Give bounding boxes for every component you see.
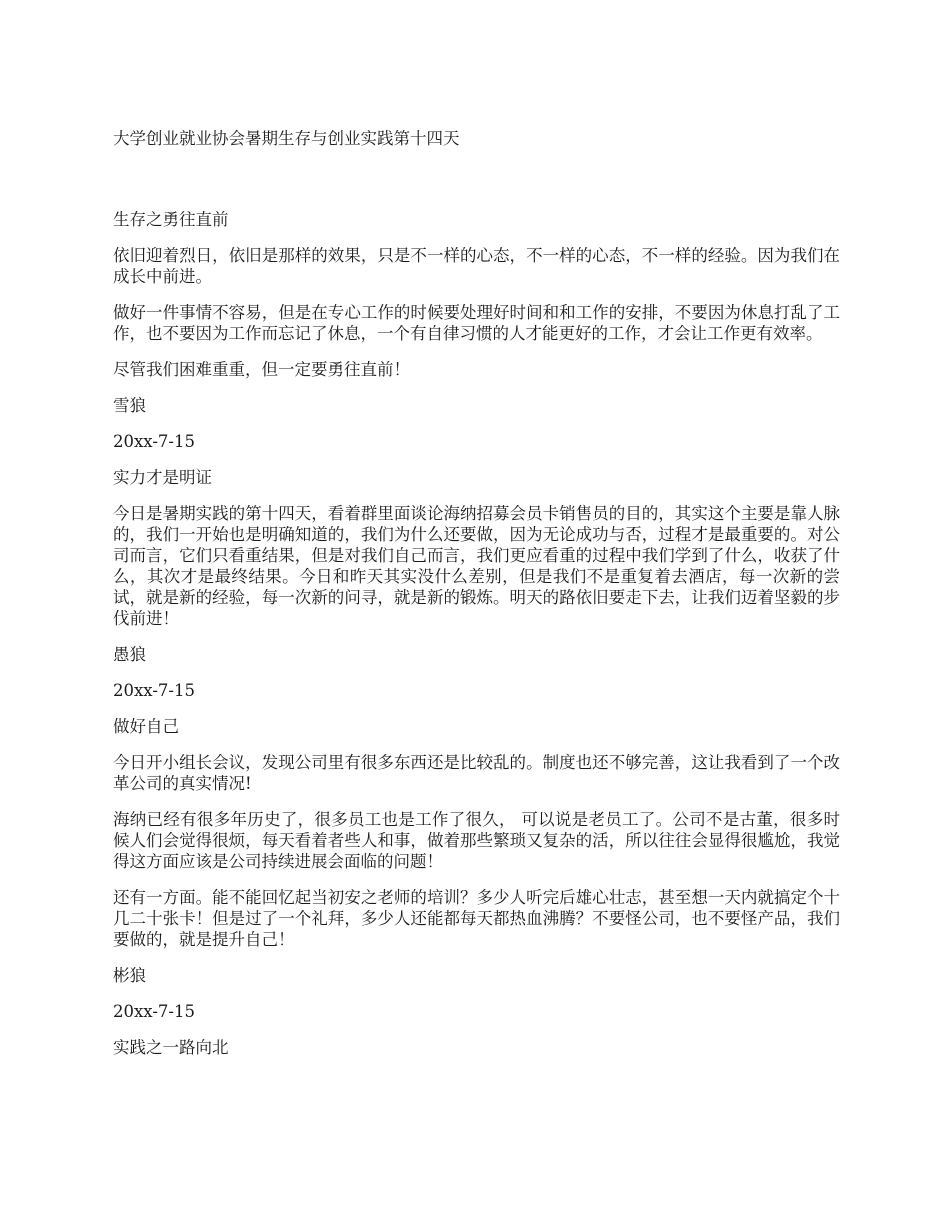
body-paragraph: 做好一件事情不容易，但是在专心工作的时候要处理好时间和和工作的安排，不要因为休息打乱了工作，也不要因为工作而忘记了休息，一个有自律习惯的人才能更好的工作，才会让工作更有效率。 (113, 303, 840, 343)
body-paragraph: 今日开小组长会议，发现公司里有很多东西还是比较乱的。制度也还不够完善，这让我看到了一个改革公司的真实情况! (113, 753, 840, 793)
entry-date: 20xx-7-15 (113, 432, 195, 451)
author-signature: 雪狼 (113, 396, 146, 415)
section-heading: 生存之勇往直前 (113, 210, 229, 229)
author-signature: 彬狼 (113, 966, 146, 985)
entry-date: 20xx-7-15 (113, 1002, 195, 1021)
body-paragraph: 尽管我们困难重重，但一定要勇往直前！ (113, 360, 410, 379)
document-page (113, 128, 840, 1073)
document-title: 大学创业就业协会暑期生存与创业实践第十四天 (113, 129, 460, 148)
body-paragraph: 还有一方面。能不能回忆起当初安之老师的培训？多少人听完后雄心壮志，甚至想一天内就搞定个十几二十张卡！但是过了一个礼拜，多少人还能都每天都热血沸腾？不要怪公司，也不要怪产品，我们 要做的，就是提升自己！ (113, 888, 840, 949)
section-heading: 做好自己 (113, 717, 179, 736)
body-paragraph: 今日是暑期实践的第十四天，看着群里面谈论海纳招募会员卡销售员的目的，其实这个主要是靠人脉的，我们一开始也是明确知道的，我们为什么还要做，因为无论成功与否，过程才是最重要的。对公司而言，它们只看重结果，但是对我们自己而言，我们更应看重的过程中我们学到了什么，收获了什么，其次才是最终结果。今日和昨天其实没什么差别，但是我们不是重复着去酒店，每一次新的尝试，就是新的经验，每一次新的问寻，就是新的锻炼。明天的路依旧要走下去，让我们迈着坚毅的步伐前进！ (113, 504, 840, 628)
entry-date: 20xx-7-15 (113, 681, 195, 700)
body-paragraph: 海纳已经有很多年历史了，很多员工也是工作了很久， 可以说是老员工了。公司不是古董，很多时候人们会觉得很烦，每天看着者些人和事，做着那些繁琐又复杂的活，所以往往会显得很尴尬，我觉得这方面应该是公司持续进展会面临的问题！ (113, 810, 840, 871)
section-heading: 实践之一路向北 (113, 1038, 229, 1057)
author-signature: 愚狼 (113, 645, 146, 664)
section-heading: 实力才是明证 (113, 468, 212, 487)
body-paragraph: 依旧迎着烈日，依旧是那样的效果，只是不一样的心态，不一样的心态，不一样的经验。因为我们在成长中前进。 (113, 246, 840, 286)
